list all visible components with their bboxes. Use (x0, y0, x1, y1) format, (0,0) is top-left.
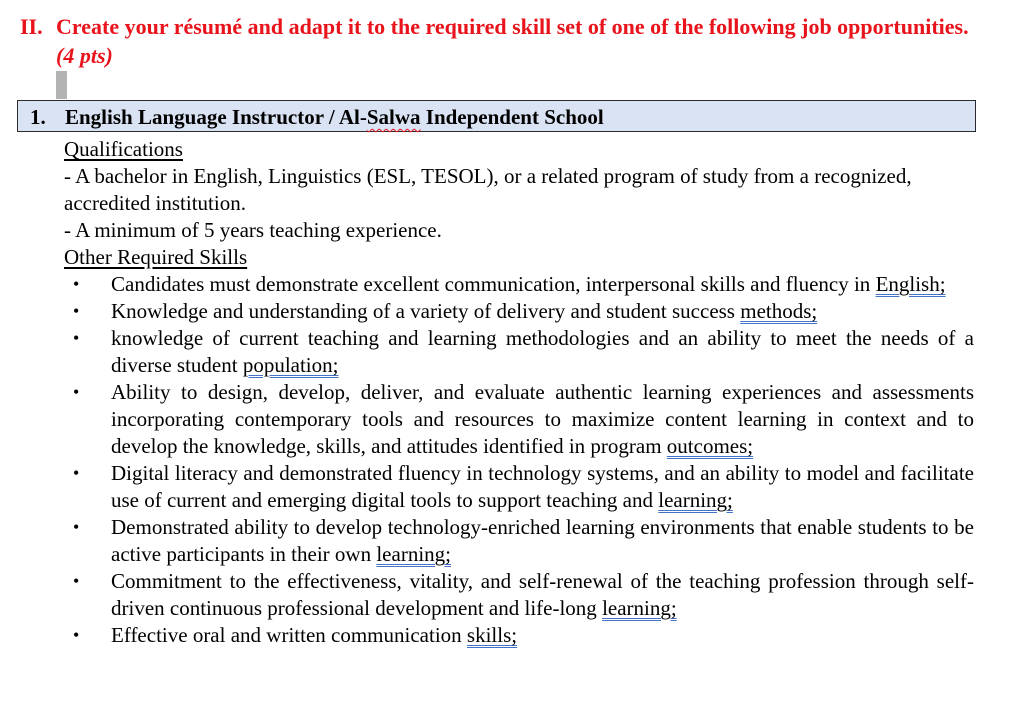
skill-text: Demonstrated ability to develop technology-enriched learning environments that enable students to be active participants in their own (111, 515, 974, 566)
text-cursor[interactable] (56, 71, 67, 99)
skill-item (64, 379, 974, 460)
grammar-flag-word[interactable]: population; (242, 353, 339, 377)
skill-item (64, 514, 974, 568)
section-heading (20, 12, 980, 70)
grammar-flag-word[interactable]: methods; (740, 299, 818, 323)
skill-item (64, 460, 974, 514)
section-instruction-text: Create your résumé and adapt it to the required skill set of one of the following job opportunities. (56, 14, 969, 39)
skill-text: Ability to design, develop, deliver, and evaluate authentic learning experiences and assessments incorporating contemporary tools and resources to maximize content learning in context and to develop the knowledge, skills, and attitudes identified in program (111, 380, 974, 458)
bullet-icon: • (73, 274, 80, 294)
bullet-icon: • (73, 301, 80, 321)
grammar-flag-word[interactable]: English; (875, 272, 946, 296)
job-description (64, 136, 974, 649)
skills-heading: Other Required Skills (64, 245, 248, 269)
job-title-suffix: Independent School (420, 105, 604, 129)
skill-text: Candidates must demonstrate excellent communication, interpersonal skills and fluency in (111, 272, 876, 296)
grammar-flag-word[interactable]: learning; (658, 488, 733, 512)
bullet-icon: • (73, 625, 80, 645)
skill-item (64, 325, 974, 379)
bullet-icon: • (73, 463, 80, 483)
skill-text: Knowledge and understanding of a variety of delivery and student success (111, 299, 741, 323)
bullet-icon: • (73, 571, 80, 591)
qualifications-heading: Qualifications (64, 137, 183, 161)
section-number: II. (20, 14, 43, 39)
skills-list (64, 271, 974, 649)
job-number: 1. (30, 105, 46, 129)
skill-item (64, 568, 974, 622)
skill-text: knowledge of current teaching and learning methodologies and an ability to meet the needs of a diverse student (111, 326, 974, 377)
grammar-flag-word[interactable]: learning; (602, 596, 677, 620)
skill-text: Digital literacy and demonstrated fluency in technology systems, and an ability to model and facilitate use of current and emerging digital tools to support teaching and (111, 461, 974, 512)
grammar-flag-word[interactable]: outcomes; (666, 434, 754, 458)
job-title-prefix: English Language Instructor / Al- (65, 105, 367, 129)
qualification-experience: - A minimum of 5 years teaching experience. (64, 218, 442, 242)
bullet-icon: • (73, 382, 80, 402)
spelling-flag-word[interactable]: Salwa (366, 105, 421, 129)
grammar-flag-word[interactable]: skills; (466, 623, 518, 647)
grammar-flag-word[interactable]: learning; (376, 542, 451, 566)
qualification-degree: - A bachelor in English, Linguistics (ESL, TESOL), or a related program of study from a recognized, accredited institution. (64, 164, 912, 215)
bullet-icon: • (73, 517, 80, 537)
skill-item (64, 622, 974, 649)
skill-text: Commitment to the effectiveness, vitality, and self-renewal of the teaching profession through self-driven continuous professional development and life-long (111, 569, 974, 620)
bullet-icon: • (73, 328, 80, 348)
skill-item (64, 271, 974, 298)
section-points: (4 pts) (56, 43, 113, 68)
job-title-box[interactable] (17, 100, 976, 132)
job-title (65, 102, 604, 132)
skill-item (64, 298, 974, 325)
section-instruction (20, 12, 980, 70)
skill-text: Effective oral and written communication (111, 623, 467, 647)
